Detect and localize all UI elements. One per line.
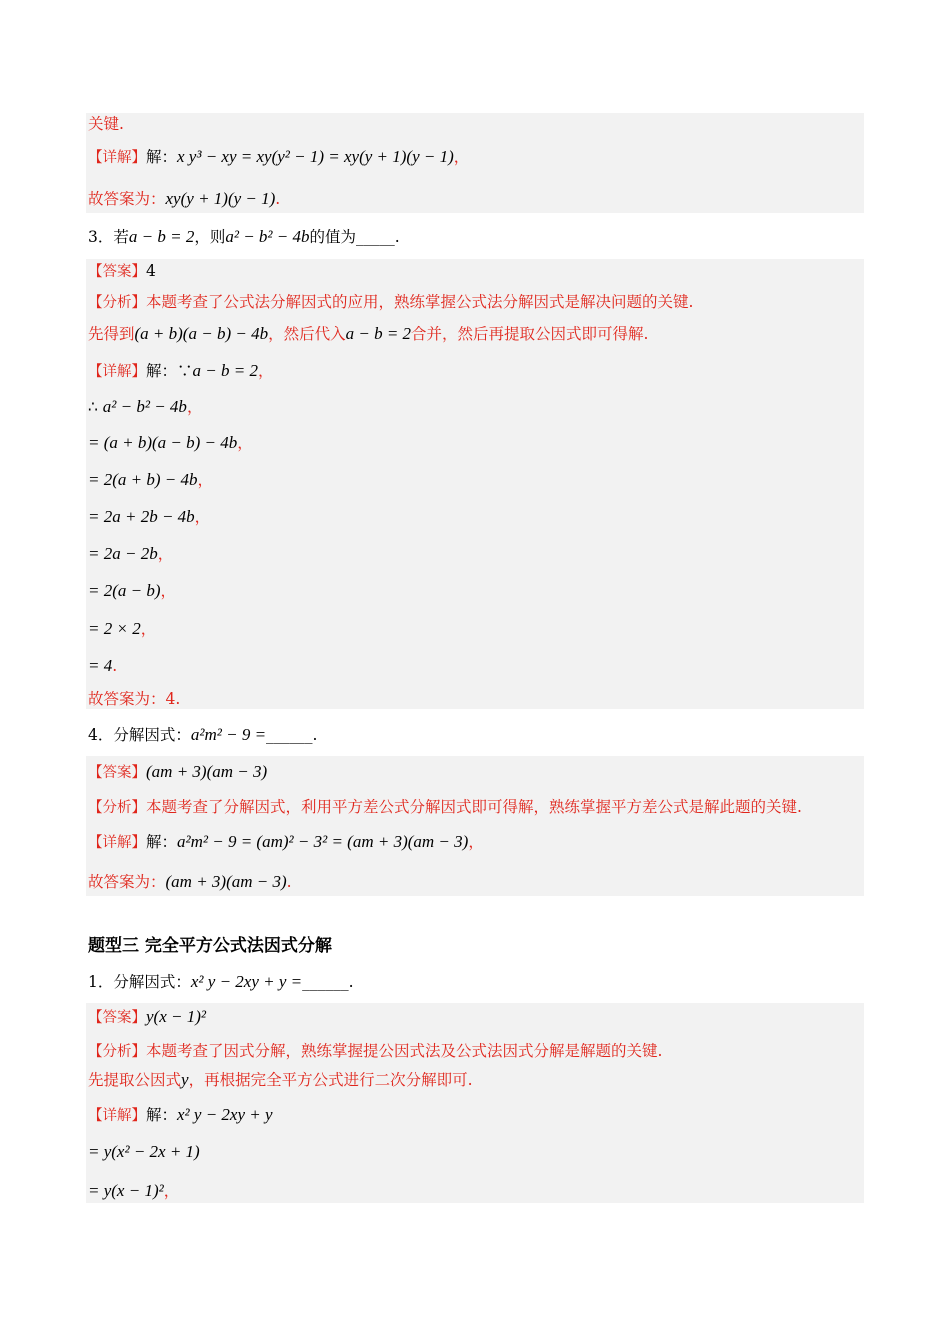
math-expression: xy(y + 1)(y − 1) [165, 189, 276, 208]
text-run: 1．分解因式： [88, 973, 191, 991]
text-run: ______. [266, 726, 318, 744]
text-line-11 [88, 469, 213, 491]
math-expression: a − b = 2 [192, 361, 258, 380]
label-tag: 【详解】 [88, 835, 146, 851]
math-expression: = 2 × 2 [88, 619, 141, 638]
math-expression: a − b = 2 [128, 227, 195, 246]
math-expression: a²m² − 9 = [190, 725, 267, 744]
text-line-9 [88, 396, 202, 418]
math-expression: a − b = 2 [345, 324, 412, 343]
text-line-23 [88, 971, 354, 993]
text-run: 3．若 [88, 228, 129, 246]
text-line-1 [88, 113, 124, 135]
text-line-13 [88, 543, 173, 565]
text-run: 解： [146, 1106, 178, 1124]
text-line-18 [88, 724, 317, 746]
text-run: ∴ [88, 398, 103, 416]
text-run: 故答案为： [88, 190, 166, 208]
text-run: 4 [146, 262, 156, 280]
math-expression: x y³ − xy = xy(y² − 1) = xy(y + 1)(y − 1) [177, 147, 454, 166]
math-expression: = 4 [88, 656, 113, 675]
text-line-7 [88, 323, 648, 345]
text-run: ， [157, 545, 174, 563]
math-expression: (a + b)(a − b) − 4b [134, 324, 269, 343]
text-run: ，再根据完全平方公式进行二次分解即可. [188, 1071, 473, 1089]
math-expression: a² − b² − 4b [225, 227, 310, 246]
text-run: ， [160, 582, 177, 600]
label-tag: 【详解】 [88, 150, 146, 166]
math-expression: = (a + b)(a − b) − 4b [88, 433, 238, 452]
label-tag: 【答案】 [88, 1010, 146, 1026]
text-run: ， [194, 508, 211, 526]
text-run: 故答案为：4. [88, 690, 181, 708]
text-run: 先提取公因式 [88, 1071, 182, 1089]
text-run: ， [257, 362, 274, 380]
text-line-2 [88, 146, 469, 169]
text-line-24 [88, 1006, 206, 1029]
text-run: ， [237, 434, 253, 452]
text-line-5 [88, 260, 156, 283]
text-line-27 [88, 1104, 273, 1127]
math-expression: y(x − 1)² [146, 1007, 206, 1026]
text-run: 的值为_____. [309, 228, 400, 246]
text-line-22 [88, 871, 292, 893]
label-tag: 【分析】 [88, 295, 146, 311]
text-line-29 [88, 1180, 179, 1202]
text-line-8 [88, 360, 273, 383]
math-expression: x² y − 2xy + y = [190, 972, 303, 991]
solution-block-type3-q1 [86, 1003, 864, 1203]
text-run: 4．分解因式： [88, 726, 191, 744]
text-line-12 [88, 506, 210, 528]
math-expression: (am + 3)(am − 3) [165, 872, 287, 891]
text-line-15 [88, 618, 156, 640]
text-run: ，然后代入 [268, 325, 346, 343]
label-tag: 【答案】 [88, 264, 146, 280]
math-expression: a² − b² − 4b [102, 397, 187, 416]
text-run: 本题考查了公式法分解因式的应用，熟练掌握公式法分解因式是解决问题的关键. [146, 293, 694, 311]
text-run: 故答案为： [88, 873, 166, 891]
text-run: 本题考查了因式分解，熟练掌握提公因式法及公式法因式分解是解题的关键. [146, 1042, 663, 1060]
label-tag: 【详解】 [88, 1108, 146, 1124]
text-run: . [112, 657, 118, 675]
text-run: 关键. [88, 115, 124, 133]
text-run: 解：∵ [146, 362, 193, 380]
math-expression: = 2(a − b) [88, 581, 161, 600]
text-line-17 [88, 688, 180, 710]
text-run: 解： [146, 833, 178, 851]
math-expression: = 2a − 2b [88, 544, 158, 563]
section-heading: 题型三 完全平方公式法因式分解 [88, 936, 332, 956]
text-run: ， [163, 1182, 180, 1200]
text-run: ， [453, 148, 470, 166]
text-run: 先得到 [88, 325, 135, 343]
math-expression: = y(x² − 2x + 1) [88, 1142, 200, 1161]
label-tag: 【分析】 [88, 1044, 146, 1060]
text-line-20 [88, 796, 802, 819]
text-run: 解： [146, 148, 178, 166]
math-expression: = y(x − 1)² [88, 1181, 164, 1200]
text-run: . [286, 873, 292, 891]
text-line-10 [88, 432, 253, 454]
text-run: . [275, 190, 281, 208]
math-expression: a²m² − 9 = (am)² − 3² = (am + 3)(am − 3) [177, 832, 469, 851]
math-expression: y [181, 1070, 189, 1089]
math-expression: x² y − 2xy + y [177, 1105, 273, 1124]
math-expression: = 2(a + b) − 4b [88, 470, 198, 489]
text-run: ， [186, 398, 203, 416]
text-run: 本题考查了分解因式，利用平方差公式分解因式即可得解，熟练掌握平方差公式是解此题的关键. [146, 798, 802, 816]
text-line-6 [88, 291, 693, 314]
text-line-26 [88, 1069, 473, 1091]
text-run: ， [140, 620, 157, 638]
text-line-19 [88, 761, 267, 784]
text-line-25 [88, 1040, 662, 1063]
math-expression: = 2a + 2b − 4b [88, 507, 195, 526]
text-run: ， [468, 833, 484, 851]
text-line-28 [88, 1141, 200, 1163]
text-line-21 [88, 831, 484, 854]
text-run: ______. [302, 973, 354, 991]
text-line-16 [88, 655, 117, 677]
label-tag: 【分析】 [88, 800, 146, 816]
text-line-4 [88, 226, 400, 248]
text-line-14 [88, 580, 176, 602]
math-expression: (am + 3)(am − 3) [146, 762, 268, 781]
text-line-3 [88, 188, 280, 210]
text-run: ， [197, 471, 214, 489]
label-tag: 【详解】 [88, 364, 146, 380]
text-run: 合并，然后再提取公因式即可得解. [411, 325, 649, 343]
text-run: ，则 [194, 228, 226, 246]
label-tag: 【答案】 [88, 765, 146, 781]
